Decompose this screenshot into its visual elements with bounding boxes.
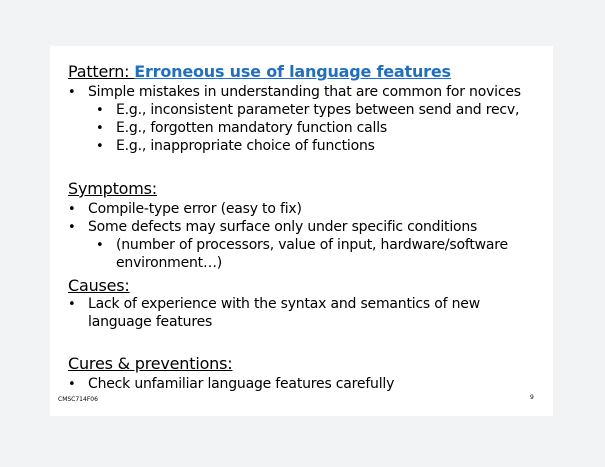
bullet-dot: •	[68, 377, 76, 392]
cures-heading: Cures & preventions:	[68, 354, 233, 373]
bullet-dot: •	[68, 220, 76, 235]
pattern-subbullet: E.g., inappropriate choice of functions	[116, 138, 375, 154]
symptoms-heading: Symptoms:	[68, 179, 157, 198]
symptoms-bullet: Some defects may surface only under specific conditions	[88, 219, 478, 235]
bullet-dot: •	[96, 238, 104, 253]
bullet-dot: •	[96, 139, 104, 154]
footer-course: CMSC714F06	[58, 396, 98, 403]
causes-line1: Lack of experience with the syntax and semantics of new	[88, 296, 480, 312]
pattern-subbullet: E.g., forgotten mandatory function calls	[116, 120, 387, 136]
bullet-dot: •	[96, 121, 104, 136]
title-main: Erroneous use of language features	[134, 62, 451, 81]
symptoms-bullet: Compile-type error (easy to fix)	[88, 201, 302, 217]
slide	[50, 46, 553, 416]
cures-bullet: Check unfamiliar language features carefully	[88, 376, 395, 392]
bullet-dot: •	[68, 297, 76, 312]
symptoms-subbullet-line1: (number of processors, value of input, hardware/software	[116, 237, 508, 253]
pattern-bullet: Simple mistakes in understanding that are common for novices	[88, 84, 521, 100]
title-prefix: Pattern:	[68, 62, 130, 81]
causes-heading: Causes:	[68, 276, 130, 295]
footer-page-number: 9	[530, 394, 534, 401]
symptoms-subbullet-line2: environment…)	[116, 255, 223, 271]
bullet-dot: •	[68, 202, 76, 217]
bullet-dot: •	[96, 103, 104, 118]
pattern-subbullet: E.g., inconsistent parameter types between send and recv,	[116, 102, 520, 118]
slide-title	[68, 62, 451, 81]
bullet-dot: •	[68, 85, 76, 100]
causes-line2: language features	[88, 314, 213, 330]
